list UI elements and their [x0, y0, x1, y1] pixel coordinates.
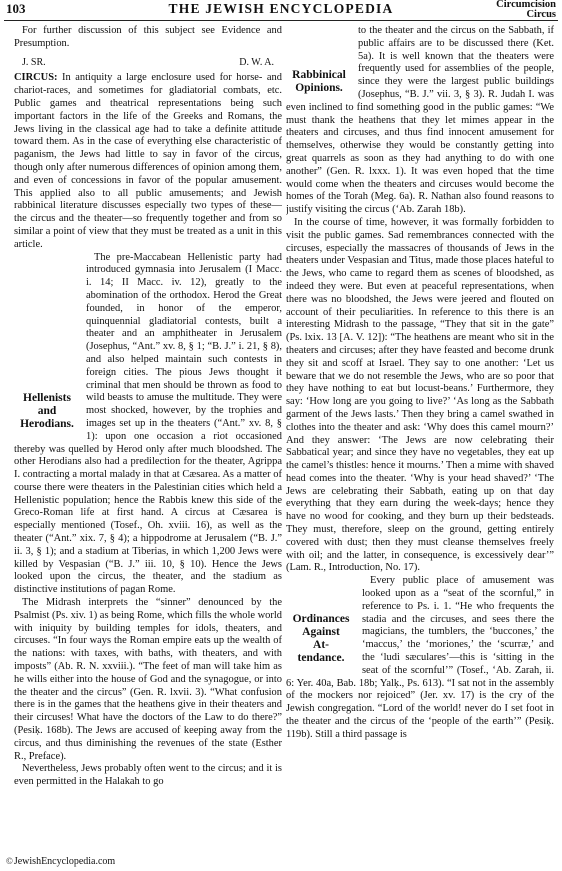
- copyright-icon: ©: [6, 856, 13, 866]
- circus-intro-text: In antiquity a large enclosure used for horse- and chariot-races, and sometimes for gladiatorial combats, etc. Public games and theatrical representations being such important factors in the life of the Greeks and Romans, the Jews living in the classical age had to take a definite attitude toward them. As in the case of everything else characteristic of paganism, the Jews had little to say in favor of the circus, though only after numerous differences of opinion among them, and even of concessions in favor of the popular amusement. This applied also to all public amusements; and Jewish rabbinical literature discusses especially two types of these—the circus and the theater—so frequently together and from so similar a point of view that they must be treated as a unit in this article.: [14, 72, 282, 250]
- sidenote-line: Hellenists: [23, 391, 71, 404]
- ordinances-paragraph: [286, 575, 554, 741]
- hellenists-text: The pre-Maccabean Hellenistic party had introduced gymnasia into Jerusalem (I Macc. i. 14; II Macc. iv. 12), greatly to the abomination of the orthodox. Herod the Great founded, in honor of the emperor, quinquennial gladiatorial contests, built a theater and an amphitheater in Jerusalem (Josephus, “Ant.” xv. 8, § 1; “B. J.” i. 21, § 8), and also helped maintain such contests in foreign cities. The pious Jews thought it criminal that men should be thrown as food to wild beasts to amuse the multitude. They were most shocked, however, by the trophies and images set up in the theaters (“Ant.” xv. 8, § 1): upon one occasion a riot occasioned thereby was quelled by Herod only after much bloodshed. The other Herodians also had a predilection for the theater, Agrippa I. contracting a mortal malady in that at Cæsarea. As a matter of course there were theaters in the Palestinian cities which held a Hellenistic population; hence the Rabbis knew this side of the Greco-Roman life at first hand. A circus at Cæsarea is especially mentioned (Tosef., Oh. xviii. 16), as well as the theater (“Ant.” xix. 7, § 4); a hippodrome at Jerusalem (“B. J.” ii. 3, § 1); and a stadium at Tiberias, in which 1,200 Jews were killed by Vespasian (“B. J.” iii. 10, § 10). Hence the Jews looked upon the circus, the theater, and the stadium as distinctive institutions of pagan Rome.: [14, 251, 282, 596]
- sidenote-rabbinical: [286, 69, 352, 95]
- running-head-line-2: Circus: [526, 9, 556, 20]
- footer-site-link[interactable]: JewishEncyclopedia.com: [13, 856, 116, 867]
- sidenote-line: Against: [302, 626, 340, 639]
- running-head: [496, 0, 556, 20]
- site-footer[interactable]: [6, 856, 115, 867]
- hellenists-paragraph: [14, 252, 282, 598]
- encyclopedia-title: THE JEWISH ENCYCLOPEDIA: [168, 1, 394, 16]
- sidenote-line: Ordinances: [292, 613, 350, 626]
- sidenote-hellenists: [14, 392, 80, 431]
- circus-intro-paragraph: [14, 72, 282, 251]
- ordinances-text: Every public place of amusement was looked upon as a “seat of the scornful,” in reference to Ps. i. 1. “He who frequents the stadia and the circuses, and sees there the magicians, the tumblers, the ‘buccones,’ the ‘maccus,’ the ‘moriones,’ the ‘scurræ,’ and the ‘ludi sæculares’—this is ‘sitting in the seat of the scornful’” (Tosef., ‘Ab. Zarah, ii. 6: Yer. 40a, Bab. 18b; Yalḳ., Ps. 613). “I sat not in the assembly of the mockers nor rejoiced” (Jer. xv. 17) is the cry of the Jewish congregation. “Lord of the world! never do I set foot in the theater and the circus of the ‘people of the earth’” (Pesiḳ. 119b). Still a third passage is: [286, 575, 554, 740]
- sidenote-line: At-: [313, 639, 329, 652]
- sidenote-line: and: [37, 404, 57, 417]
- forbidden-paragraph: In the course of time, however, it was formally forbidden to visit the public games. Sad remembrances connected with the circuses, especially the massacres of thousands of Jews in the theaters under Vespasian and Titus, made those places hateful to the Jews, who came to regard them as scenes of bloodshed, as indeed they were. But even at peaceful representations, when there was no bloodshed, the Jews were jeered and flouted on account of their peculiarities. In reference to this there is an interesting Midrash to the passage, “They that sit in the gate” (Ps. lxix. 13 [A. V. 12]): “The heathens are meant who sit in the theaters and circuses; after they have feasted and become drunk they sit and scoff at Israel. They say to one another: ‘Let us beware that we do not resemble the Jews, who are so poor that they have nothing to eat but locust-beans.’ Furthermore, they say: ‘How long are you going to live?’ ‘As long as the Sabbath garment of the Jews lasts.’ Then they bring a camel swathed in clothes into the theater and ask: ‘Why does this camel mourn?’ And they answer: ‘The Jews are now celebrating their Sabbatical year; and since they have no vegetables, they eat up the camel’s thistles: hence it mourns.’ Then a mime with shaved head comes into the theater. ‘Why is your head shaved?’ ‘The Jews are celebrating their Sabbath, eating up on that day everything that they earn during the week-days; hence they have no wood for cooking, and they burn up their bedsteads. They must, therefore, sleep on the ground, getting entirely covered with dust; then they must cleanse themselves freely with oil; and the latter, in consequence, is excessively dear’” (Lam. R., Introduction, No. 17).: [286, 216, 554, 574]
- signature-left: J. SR.: [22, 56, 46, 68]
- entry-headword: CIRCUS:: [14, 72, 58, 84]
- sidenote-ordinances: [286, 613, 356, 665]
- nevertheless-paragraph: Nevertheless, Jews probably often went to the circus; and it is even permitted in the Halakah to go: [14, 763, 282, 788]
- signature-line: [14, 57, 282, 70]
- sidenote-line: Opinions.: [295, 82, 343, 94]
- sidenote-line: Rabbinical: [292, 69, 346, 81]
- left-column: [14, 25, 282, 857]
- midrash-paragraph: The Midrash interprets the “sinner” denounced by the Psalmist (Ps. xiv. 1) as being Rome, which fills the whole world with iniquity by building temples for idols, theaters, and circuses. “In four ways the Roman empire eats up the wealth of the nations: with taxes, with baths, with theaters, and with imposts” (Ab. R. N. xxviii.). “The feet of man will take him as he wills either into the house of God and the synagogue, or into the theater and the circus” (Gen. R. lxvii. 3). “What confusion there is in the games that the heathens give in their theaters and their circuses! What have the doctors of the Law to do there?” (Pesiḳ. 168b). The Jews are accused of keeping away from the circus, and thus diminishing the revenues of the state (Esther R., Preface).: [14, 597, 282, 762]
- page-header: [0, 0, 562, 20]
- page-number: 103: [6, 1, 26, 16]
- see-also-paragraph: For further discussion of this subject see Evidence and Presumption.: [14, 25, 282, 49]
- signature-right: D. W. A.: [239, 56, 274, 68]
- rabbinical-text: to the theater and the circus on the Sabbath, if public affairs are to be discussed there (Ket. 5a). It is well known that the theaters were frequently used for assemblies of the people, since they were the largest public buildings (Josephus, “B. J.” vii. 3, § 3). R. Judah I. was even inclined to find something good in the public games: “We must thank the heathens that they let mimes appear in the theaters and circuses, and thus find innocent amusement for themselves, otherwise they would be constantly getting into great quarrels as soon as they had anything to do with one another” (Gen. R. lxxx. 1). It was even hoped that the time would come when the theaters and circuses would become the homes of the Torah (Meg. 6a). R. Nathan also found reasons to justify visiting the circus (‘Ab. Zarah 18b).: [286, 25, 554, 216]
- running-head-line-1: Circumcision: [496, 0, 556, 10]
- sidenote-line: Herodians.: [20, 417, 74, 430]
- rabbinical-paragraph: [286, 25, 554, 217]
- header-rule: [4, 20, 558, 21]
- sidenote-line: tendance.: [297, 652, 345, 665]
- right-column: [286, 25, 554, 857]
